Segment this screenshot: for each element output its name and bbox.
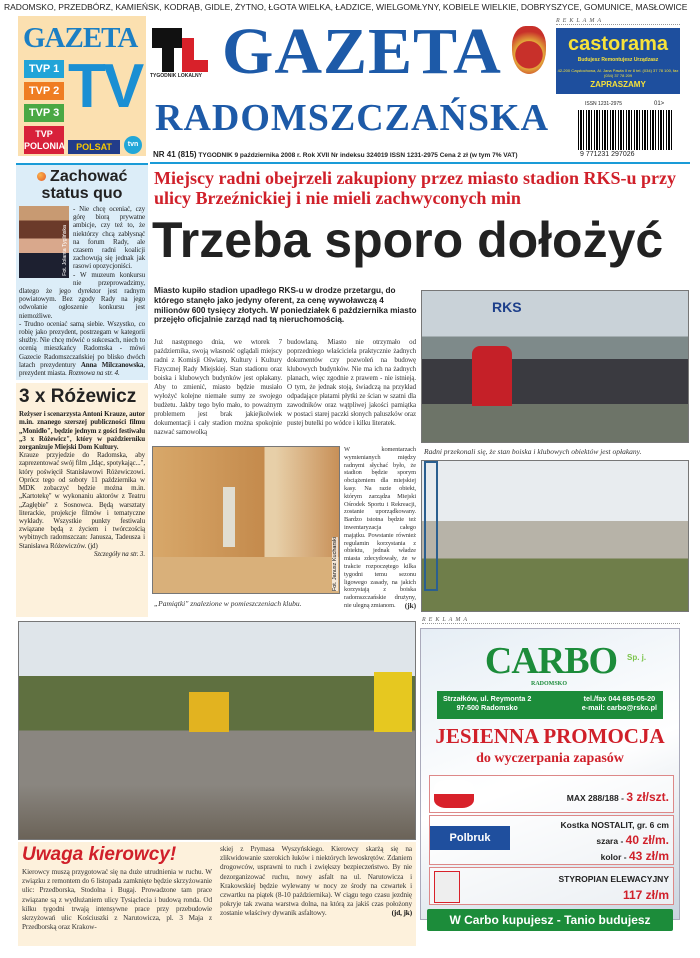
- carbo-email[interactable]: e-mail: carbo@rsko.pl: [581, 703, 657, 712]
- carbo-contact: [437, 691, 663, 719]
- issue-info: TYGODNIK 9 października 2008 r. Rok XVII Nr indeksu 324019 ISSN 1231-2975 Cena 2 zł (w tym 7% VAT): [198, 152, 518, 159]
- carbo-addr2: 97-500 Radomsko: [456, 703, 518, 712]
- rozewicz-lead: Reżyser i scenarzysta Antoni Krauze, autor m.in. znanego szerszej publiczności filmu „Monidło", będzie jednym z gości festiwalu „3 x Różewicz", który w październiku zorganizuje Miejski Dom Kultury.: [19, 410, 145, 452]
- item1-price: 3 zł/szt.: [626, 790, 669, 804]
- barcode-suffix: 01>: [654, 101, 665, 107]
- traffic-title: Uwaga kierowcy!: [22, 844, 177, 865]
- traffic-col2-box: [220, 845, 412, 919]
- gazeta-tv-box[interactable]: [18, 16, 146, 156]
- item3-price: 117 zł/m: [622, 888, 669, 902]
- article-kicker: Miejscy radni obejrzeli zakupiony przez miasto stadion RKS-u przy ulicy Brzeźnickiej i nie mieli zachwyconych min: [154, 168, 676, 208]
- item2b-price: 43 zł/m: [628, 849, 669, 863]
- table: [153, 557, 339, 593]
- bullet-icon: [37, 172, 46, 181]
- article-headline[interactable]: Trzeba sporo dołożyć: [152, 212, 664, 268]
- carbo-addr1: Strzałków, ul. Reymonta 2: [443, 694, 532, 703]
- poland-map-icon: [434, 780, 474, 808]
- bottle: [223, 487, 235, 547]
- tvn-logo: tvn: [124, 136, 142, 154]
- tl-logo-icon: [152, 28, 208, 72]
- interview-p3-end: , prezydent miasta.: [19, 360, 145, 378]
- sidebar-rozewicz[interactable]: [16, 383, 148, 617]
- carbo-sub: RADOMSKO: [531, 681, 567, 687]
- castorama-address: 42-200 Częstochowa, Al. Jana Pawła II nr 8 tel. (034) 37 78 100, fax (034) 37 78 209: [557, 68, 679, 78]
- glasses-photo[interactable]: [152, 446, 340, 594]
- article-lede: Miasto kupiło stadion upadłego RKS-u w drodze przetargu, do którego stanęło jako jedyny oferent, za cenę wywoławczą 4 milionów 600 tysięcy złotych. W poniedziałek 6 października miasto przejęło oficjalnie zarząd nad tą nieruchomością.: [154, 286, 417, 325]
- left-column: [16, 163, 148, 617]
- interview-p1: - Nie chcę oceniać, czy górę biorą prywatne ambicje, czy też to, że niektórzy chcą zabłysnąć na forum Rady, ale czasem radni koalicji zachowują się jednak jak rasowi opozycjoniści.: [73, 205, 145, 271]
- carbo-ad[interactable]: [420, 628, 680, 927]
- rozewicz-body: Krauze przyjedzie do Radomska, aby zaprezentować swój film „Idąc, spotykając...", który poświęcił Stanisławowi Różewiczowi. Oprócz tego od soboty 11 października w MDK zobaczyć będzie można m.in. „Kartotekę" w wykonaniu aktorów z Teatru „Zagłębie" z Sosnowca. Będą warsztaty literackie, projekcje filmów i tematyczne wykłady. Wszystkie punkty festiwalu związane będą z życiem i twórczością wybitnych radomszczan: Janusza, Tadeusza i Stanisława Różewiczów. (jd): [19, 451, 145, 550]
- barcode-icon: [578, 110, 672, 150]
- channel-tvp2: TVP 2: [24, 82, 64, 100]
- sidebar-interview[interactable]: [16, 163, 148, 380]
- castorama-slogan: Budujesz Remontujesz Urządzasz: [577, 57, 659, 63]
- rks-sign: RKS: [492, 299, 522, 315]
- castorama-cta: ZAPRASZAMY: [590, 80, 646, 89]
- promo-subtitle: do wyczerpania zapasów: [476, 751, 624, 766]
- stadium-photo[interactable]: [421, 460, 689, 612]
- masthead-title: GAZETA: [222, 15, 502, 88]
- item2a-price: 40 zł/m.: [625, 833, 669, 847]
- item2b-label: kolor -: [600, 852, 629, 862]
- mayor-photo: [19, 206, 69, 278]
- issue-number: NR 41 (815): [153, 150, 197, 159]
- carbo-brand: CARBO: [484, 640, 618, 682]
- price-row-max: [429, 775, 674, 813]
- channel-tvp3: TVP 3: [24, 104, 64, 122]
- arbet-logo-icon: [434, 871, 460, 903]
- barcode-number: 9 771231 297026: [580, 151, 635, 158]
- channel-tvp-polonia: TVP POLONIA: [24, 126, 64, 154]
- tv-box-tv: TV: [68, 52, 142, 121]
- issue-line: [153, 150, 573, 159]
- mayor-photo-credit: Fot. Jolanta Tyglińska: [62, 225, 68, 276]
- traffic-sign: (jd, jk): [391, 909, 412, 918]
- tv-box-title: GAZETA: [23, 22, 138, 54]
- article-col3-box: [344, 446, 416, 610]
- polsat-logo: POLSAT: [68, 140, 120, 154]
- interview-p3: - Trudno oceniać samą siebie. Wszystko, co robię jako prezydent, postrzegam w kategorii służby. Nie chcę mówić o sukcesach, niech to ocenią mieszkańcy Radomska - mówi Gazecie Radomszczańskiej po blisko dwóch latach prezydentury: [19, 319, 145, 369]
- person-figure: [472, 346, 512, 406]
- article-col3: W komentarzach wymienianych między radnymi słychać było, że stadion będzie sporym obciążeniem dla miejskiej kasy. Na razie obiekt, którym zarządza Miejski Ośrodek Sportu i Rekreacji, zostanie uporządkowany. Bardzo istotna będzie też inwentaryzacja całego majątku. Powstanie również regulamin korzystania z obiektu, jednak władze miasta zdecydowały, że w trakcie rozpoczętego kilka tygodni temu sezonu ligowego zasady, na jakich korzystają z boiska radomszczańskie drużyny, nie ulegną zmianom.: [344, 446, 416, 609]
- price-row-styropian: [429, 867, 674, 905]
- article-sign: (jk): [404, 600, 416, 610]
- traffic-notice[interactable]: [18, 842, 416, 946]
- interview-p2: - W muzeum konkursu nie przeprowadzimy, dlatego że jego dyrektor jest radnym powiatowym. Bez zgody Rady na jego odwołanie ogłoszenie konkursu jest niemożliwe.: [19, 270, 145, 320]
- polbruk-logo: Polbruk: [430, 826, 510, 850]
- coat-of-arms-icon: [512, 26, 546, 74]
- channel-tvp1: TVP 1: [24, 60, 64, 78]
- ad-label-bottom: REKLAMA: [422, 617, 680, 624]
- building-yellow: [374, 672, 412, 732]
- article-col2: budowlaną. Miasto nie otrzymało od poprzedniego właściciela praktycznie żadnych dokumentów czy pozwoleń na budowę klubowych budynków. Nie ma ich na żadnych planach, więc zgodnie z prawem - nie istnieją. O tym, że jednak stoją, świadczą na przykład odpadające płatami płytki ze ścian w szatni dla zawodników oraz wątpliwej jakości pamiątka w postaci starej paczki słonych paluszków oraz pustej butelki po wódce i kilku literatek.: [287, 338, 416, 427]
- ad-label: REKLAMA: [556, 18, 680, 25]
- divider: [150, 162, 690, 164]
- councillors-photo[interactable]: [421, 290, 689, 443]
- carbo-tel: tel./fax 044 685-05-20: [583, 694, 656, 703]
- masthead-subtitle: RADOMSZCZAŃSKA: [155, 97, 550, 139]
- photo1-caption: Radni przekonali się, że stan boiska i klubowych obiektów jest opłakany.: [424, 447, 642, 456]
- item1-label: MAX 288/188 -: [566, 793, 627, 803]
- item2a-label: szara -: [596, 836, 626, 846]
- photo-credit: Fot. Janusz Kucharski: [332, 536, 338, 591]
- article-col1: Już następnego dnia, we wtorek 7 października, swoją własność oglądali miejscy radni z Komisji Oświaty, Kultury i Kultury Fizycznej Rady Miejskiej. Stan stadionu oraz boiska i klubowych budynków jest opłakany. Aby to zmienić, miasto będzie musiało wyłożyć kolejne niemałe sumy ze swojego budżetu. Jakby tego było mało, to poważnym problemem jest brak jakiejkolwiek dokumentacji i cały stadion można spokojnie nazwać samowolką: [154, 338, 282, 436]
- logo-caption: TYGODNIK LOKALNY: [150, 73, 202, 79]
- rozewicz-title: 3 x Różewicz: [19, 386, 137, 408]
- item3-label: STYROPIAN ELEWACYJNY: [558, 874, 669, 884]
- barcode-issn: ISSN 1231-2975: [585, 101, 622, 107]
- traffic-col2: skiej z Prymasa Wyszyńskiego. Kierowcy skarżą się na zlikwidowanie szerokich łuków i niektórych lewoskrętów. Zdaniem drogowców, usprawni to ruch i zwiększy bezpieczeństwo. By nie dezorganizować ruchu, nowy asfalt na ul. Narutowicza i Krakowskiej będzie wylewany w nocy ze środy na czwartek i czwartku na piątek (8-10 października). W ciągu tego czasu jezdnię pokryje tak zwana warstwa dolna, na którą za jakiś czas położony zostanie właściwy dywanik asfaltowy.: [220, 845, 412, 918]
- rozewicz-ref[interactable]: Szczegóły na str. 3.: [93, 549, 145, 558]
- castorama-ad[interactable]: [556, 28, 680, 94]
- castorama-brand: castorama: [567, 33, 669, 55]
- photo2-caption: „Pamiątki" znalezione w pomieszczeniach klubu.: [154, 599, 302, 608]
- traffic-col1: Kierowcy muszą przygotować się na duże utrudnienia w ruchu. W związku z remontem do 6 listopada zamknięte będzie skrzyżowanie ulic: Przedborska, Stodolna i Bugaj. Prowadzone tam prace związane są z wydłużaniem ulicy Tysiąclecia i budową ronda. Od kilku tygodni trwają intensywne prace przy przebudowie skrzyżowań ulic Kościuszki z Narutowicza, pl. 3 Maja z Przedborską oraz Krakow-: [22, 868, 212, 932]
- excavator: [189, 692, 229, 732]
- carbo-spj: Sp. j.: [627, 653, 647, 662]
- interview-title: Zachować status quo: [41, 168, 128, 202]
- floodlight-tower: [424, 461, 438, 591]
- street-works-photo[interactable]: [18, 621, 416, 840]
- carbo-slogan: W Carbo kupujesz - Tanio budujesz: [427, 909, 673, 931]
- mayor-name: Anna Milczanowska: [80, 360, 144, 369]
- towns-strip: RADOMSKO, PRZEDBÓRZ, KAMIEŃSK, KODRĄB, GIDLE, ŻYTNO, ŁGOTA WIELKA, ŁADZICE, WIELGOMŁYNY, KOBIELE WIELKIE, DOBRYSZYCE, GOMUNICE, MASŁOWICE: [4, 2, 688, 12]
- price-row-kostka: [429, 815, 674, 865]
- interview-ref[interactable]: Rozmowa na str. 4.: [68, 369, 120, 378]
- promo-title: JESIENNA PROMOCJA: [435, 724, 665, 748]
- item2-label: Kostka NOSTALIT, gr. 6 cm: [560, 820, 669, 830]
